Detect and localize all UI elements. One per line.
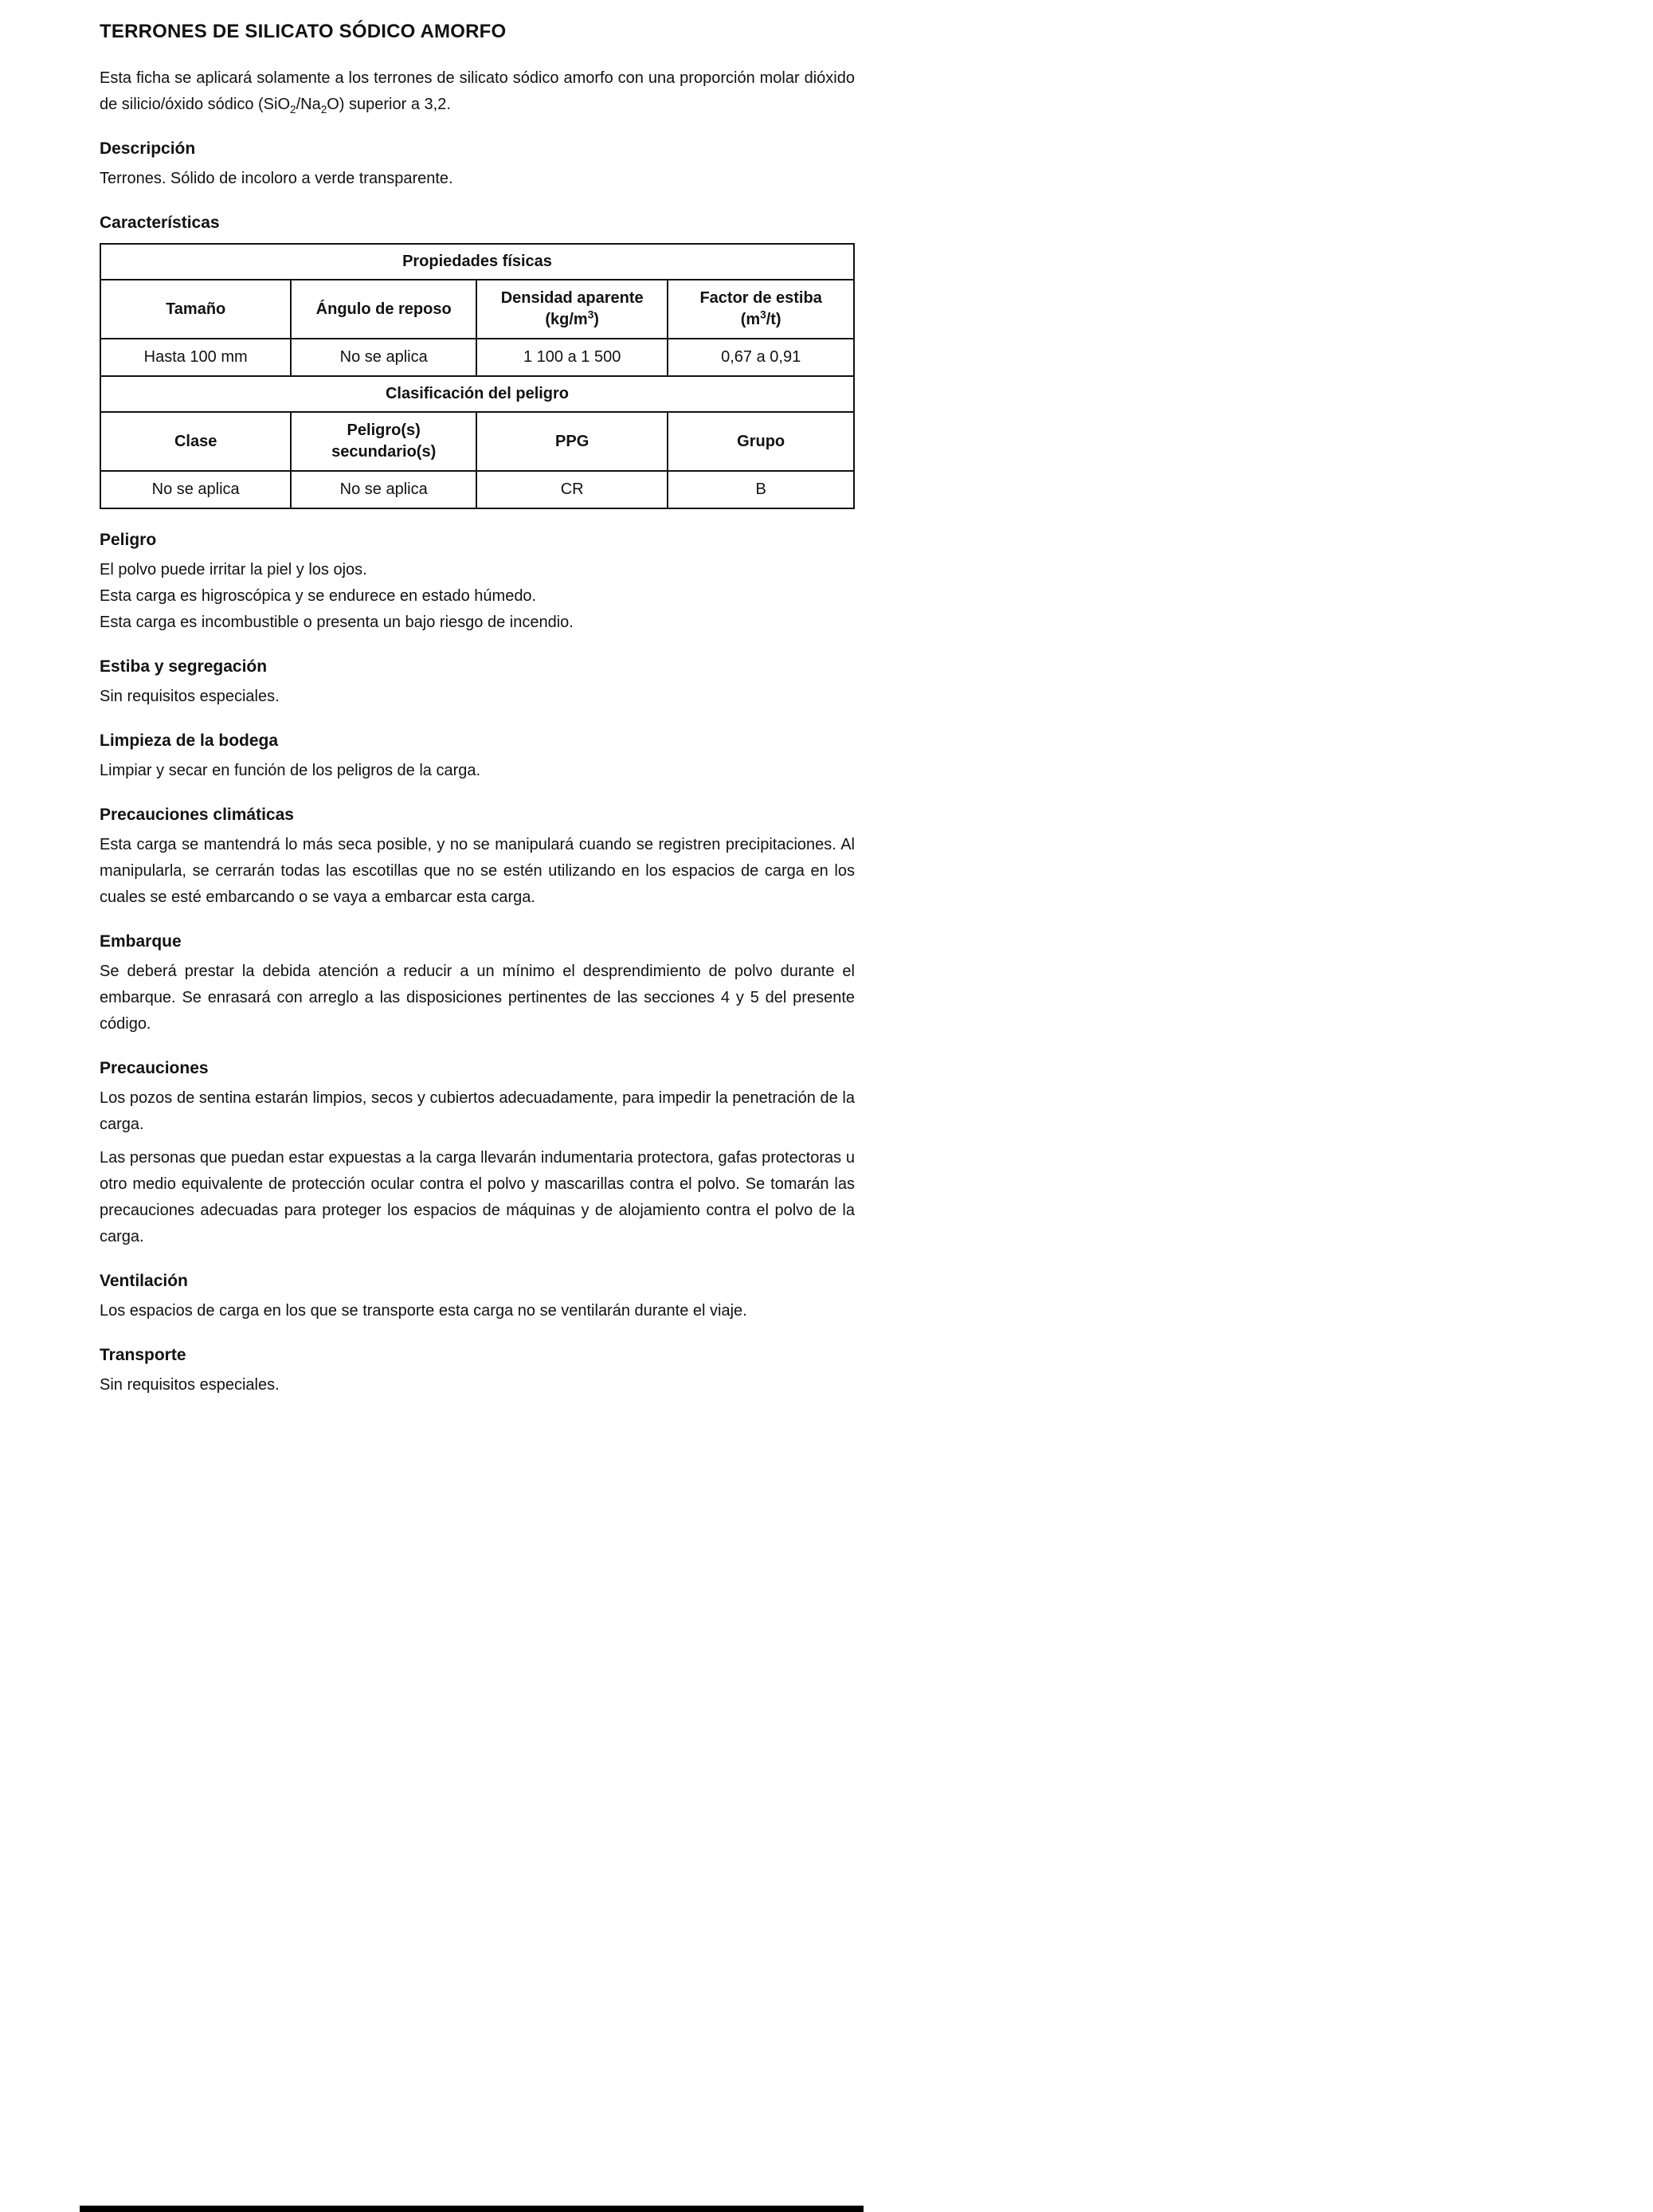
cargo-data-sheet xyxy=(100,21,855,1398)
factor-unit-superscript: 3 xyxy=(760,308,766,321)
hazard-line-3: Esta carga es incombustible o presenta un bajo riesgo de incendio. xyxy=(100,614,574,631)
section-heading-peligro: Peligro xyxy=(100,531,157,549)
densidad-header-name: Densidad aparente xyxy=(500,289,644,307)
col-header-ppg: PPG xyxy=(476,412,668,471)
section-body-descripcion: Terrones. Sólido de incoloro a verde transparente. xyxy=(100,170,453,187)
col-header-densidad-aparente xyxy=(476,280,668,339)
section-body-ventilacion: Los espacios de carga en los que se transporte esta carga no se ventilarán durante el viaje. xyxy=(100,1302,747,1320)
section-heading-limpieza-de-la-bodega: Limpieza de la bodega xyxy=(100,731,279,750)
cell-densidad-value: 1 100 a 1 500 xyxy=(476,339,668,376)
factor-header-name: Factor de estiba xyxy=(699,289,822,307)
table-row-physical-headers xyxy=(100,280,854,339)
precauciones-paragraph-1: Los pozos de sentina estarán limpios, secos y cubiertos adecuadamente, para impedir la penetración de la carga. xyxy=(100,1089,855,1133)
table-row-hazard-title xyxy=(100,376,854,412)
intro-subscript-2: 2 xyxy=(320,104,327,116)
cell-clase-value: No se aplica xyxy=(100,471,291,508)
table-row-physical-title xyxy=(100,244,854,280)
characteristics-table xyxy=(100,243,855,509)
factor-header-unit xyxy=(740,308,781,328)
col-header-angulo-de-reposo: Ángulo de reposo xyxy=(291,280,476,339)
col-header-clase: Clase xyxy=(100,412,291,471)
densidad-unit-post: ) xyxy=(593,311,599,328)
factor-unit-post: /t) xyxy=(766,311,781,328)
densidad-unit-pre: (kg/m xyxy=(545,311,588,328)
section-heading-embarque: Embarque xyxy=(100,932,182,951)
densidad-unit-superscript: 3 xyxy=(587,308,594,321)
section-body-transporte: Sin requisitos especiales. xyxy=(100,1376,280,1394)
intro-paragraph xyxy=(100,65,855,118)
hazard-line-2: Esta carga es higroscópica y se endurece en estado húmedo. xyxy=(100,587,537,605)
cell-factor-value: 0,67 a 0,91 xyxy=(668,339,854,376)
col-header-grupo: Grupo xyxy=(668,412,854,471)
page-title: TERRONES DE SILICATO SÓDICO AMORFO xyxy=(100,21,507,42)
cell-angulo-value: No se aplica xyxy=(291,339,476,376)
intro-text-2: /Na xyxy=(296,96,321,113)
cell-grupo-value: B xyxy=(668,471,854,508)
cell-tamano-value: Hasta 100 mm xyxy=(100,339,291,376)
section-body-limpieza: Limpiar y secar en función de los peligros de la carga. xyxy=(100,762,481,779)
densidad-header-unit xyxy=(545,308,599,328)
intro-text-1: Esta ficha se aplicará solamente a los terrones de silicato sódico amorfo con una proporción molar dióxido de silicio/óxido sódico (SiO xyxy=(100,69,855,113)
precauciones-paragraph-2: Las personas que puedan estar expuestas a la carga llevarán indumentaria protectora, gafas protectoras u otro medio equivalente de protección ocular contra el polvo y mascarillas contra el polvo. Se tomarán las precauciones adecuadas para proteger los espacios de máquinas y de alojamiento contra el polvo de la carga. xyxy=(100,1149,855,1245)
table-row-hazard-headers xyxy=(100,412,854,471)
section-body-estiba: Sin requisitos especiales. xyxy=(100,688,280,705)
section-heading-descripcion: Descripción xyxy=(100,139,196,158)
intro-text-3: O) superior a 3,2. xyxy=(327,96,451,113)
section-heading-caracteristicas: Características xyxy=(100,214,220,232)
footer-bar xyxy=(80,2206,864,2212)
section-heading-precauciones: Precauciones xyxy=(100,1059,209,1077)
section-heading-precauciones-climaticas: Precauciones climáticas xyxy=(100,806,294,824)
table-title-propiedades-fisicas: Propiedades físicas xyxy=(100,244,854,280)
section-heading-transporte: Transporte xyxy=(100,1346,186,1364)
section-body-clima: Esta carga se mantendrá lo más seca posible, y no se manipulará cuando se registren precipitaciones. Al manipularla, se cerrarán todas las escotillas que no se estén utilizando en los espacios de carga en los cuales se esté embarcando o se vaya a embarcar esta carga. xyxy=(100,836,855,906)
cell-ppg-value: CR xyxy=(476,471,668,508)
col-header-factor-de-estiba xyxy=(668,280,854,339)
section-heading-ventilacion: Ventilación xyxy=(100,1272,188,1290)
intro-subscript-1: 2 xyxy=(290,104,296,116)
cell-peligros-secundarios-value: No se aplica xyxy=(291,471,476,508)
section-body-embarque: Se deberá prestar la debida atención a reducir a un mínimo el desprendimiento de polvo durante el embarque. Se enrasará con arreglo a las disposiciones pertinentes de las secciones 4 y 5 del presente código. xyxy=(100,963,855,1033)
factor-unit-pre: (m xyxy=(740,311,761,328)
section-heading-estiba-y-segregacion: Estiba y segregación xyxy=(100,657,268,676)
col-header-peligros-secundarios: Peligro(s) secundario(s) xyxy=(291,412,476,471)
table-row-hazard-values xyxy=(100,471,854,508)
hazard-line-1: El polvo puede irritar la piel y los ojos. xyxy=(100,561,367,578)
table-title-clasificacion-del-peligro: Clasificación del peligro xyxy=(100,376,854,412)
table-row-physical-values xyxy=(100,339,854,376)
col-header-tamano: Tamaño xyxy=(100,280,291,339)
